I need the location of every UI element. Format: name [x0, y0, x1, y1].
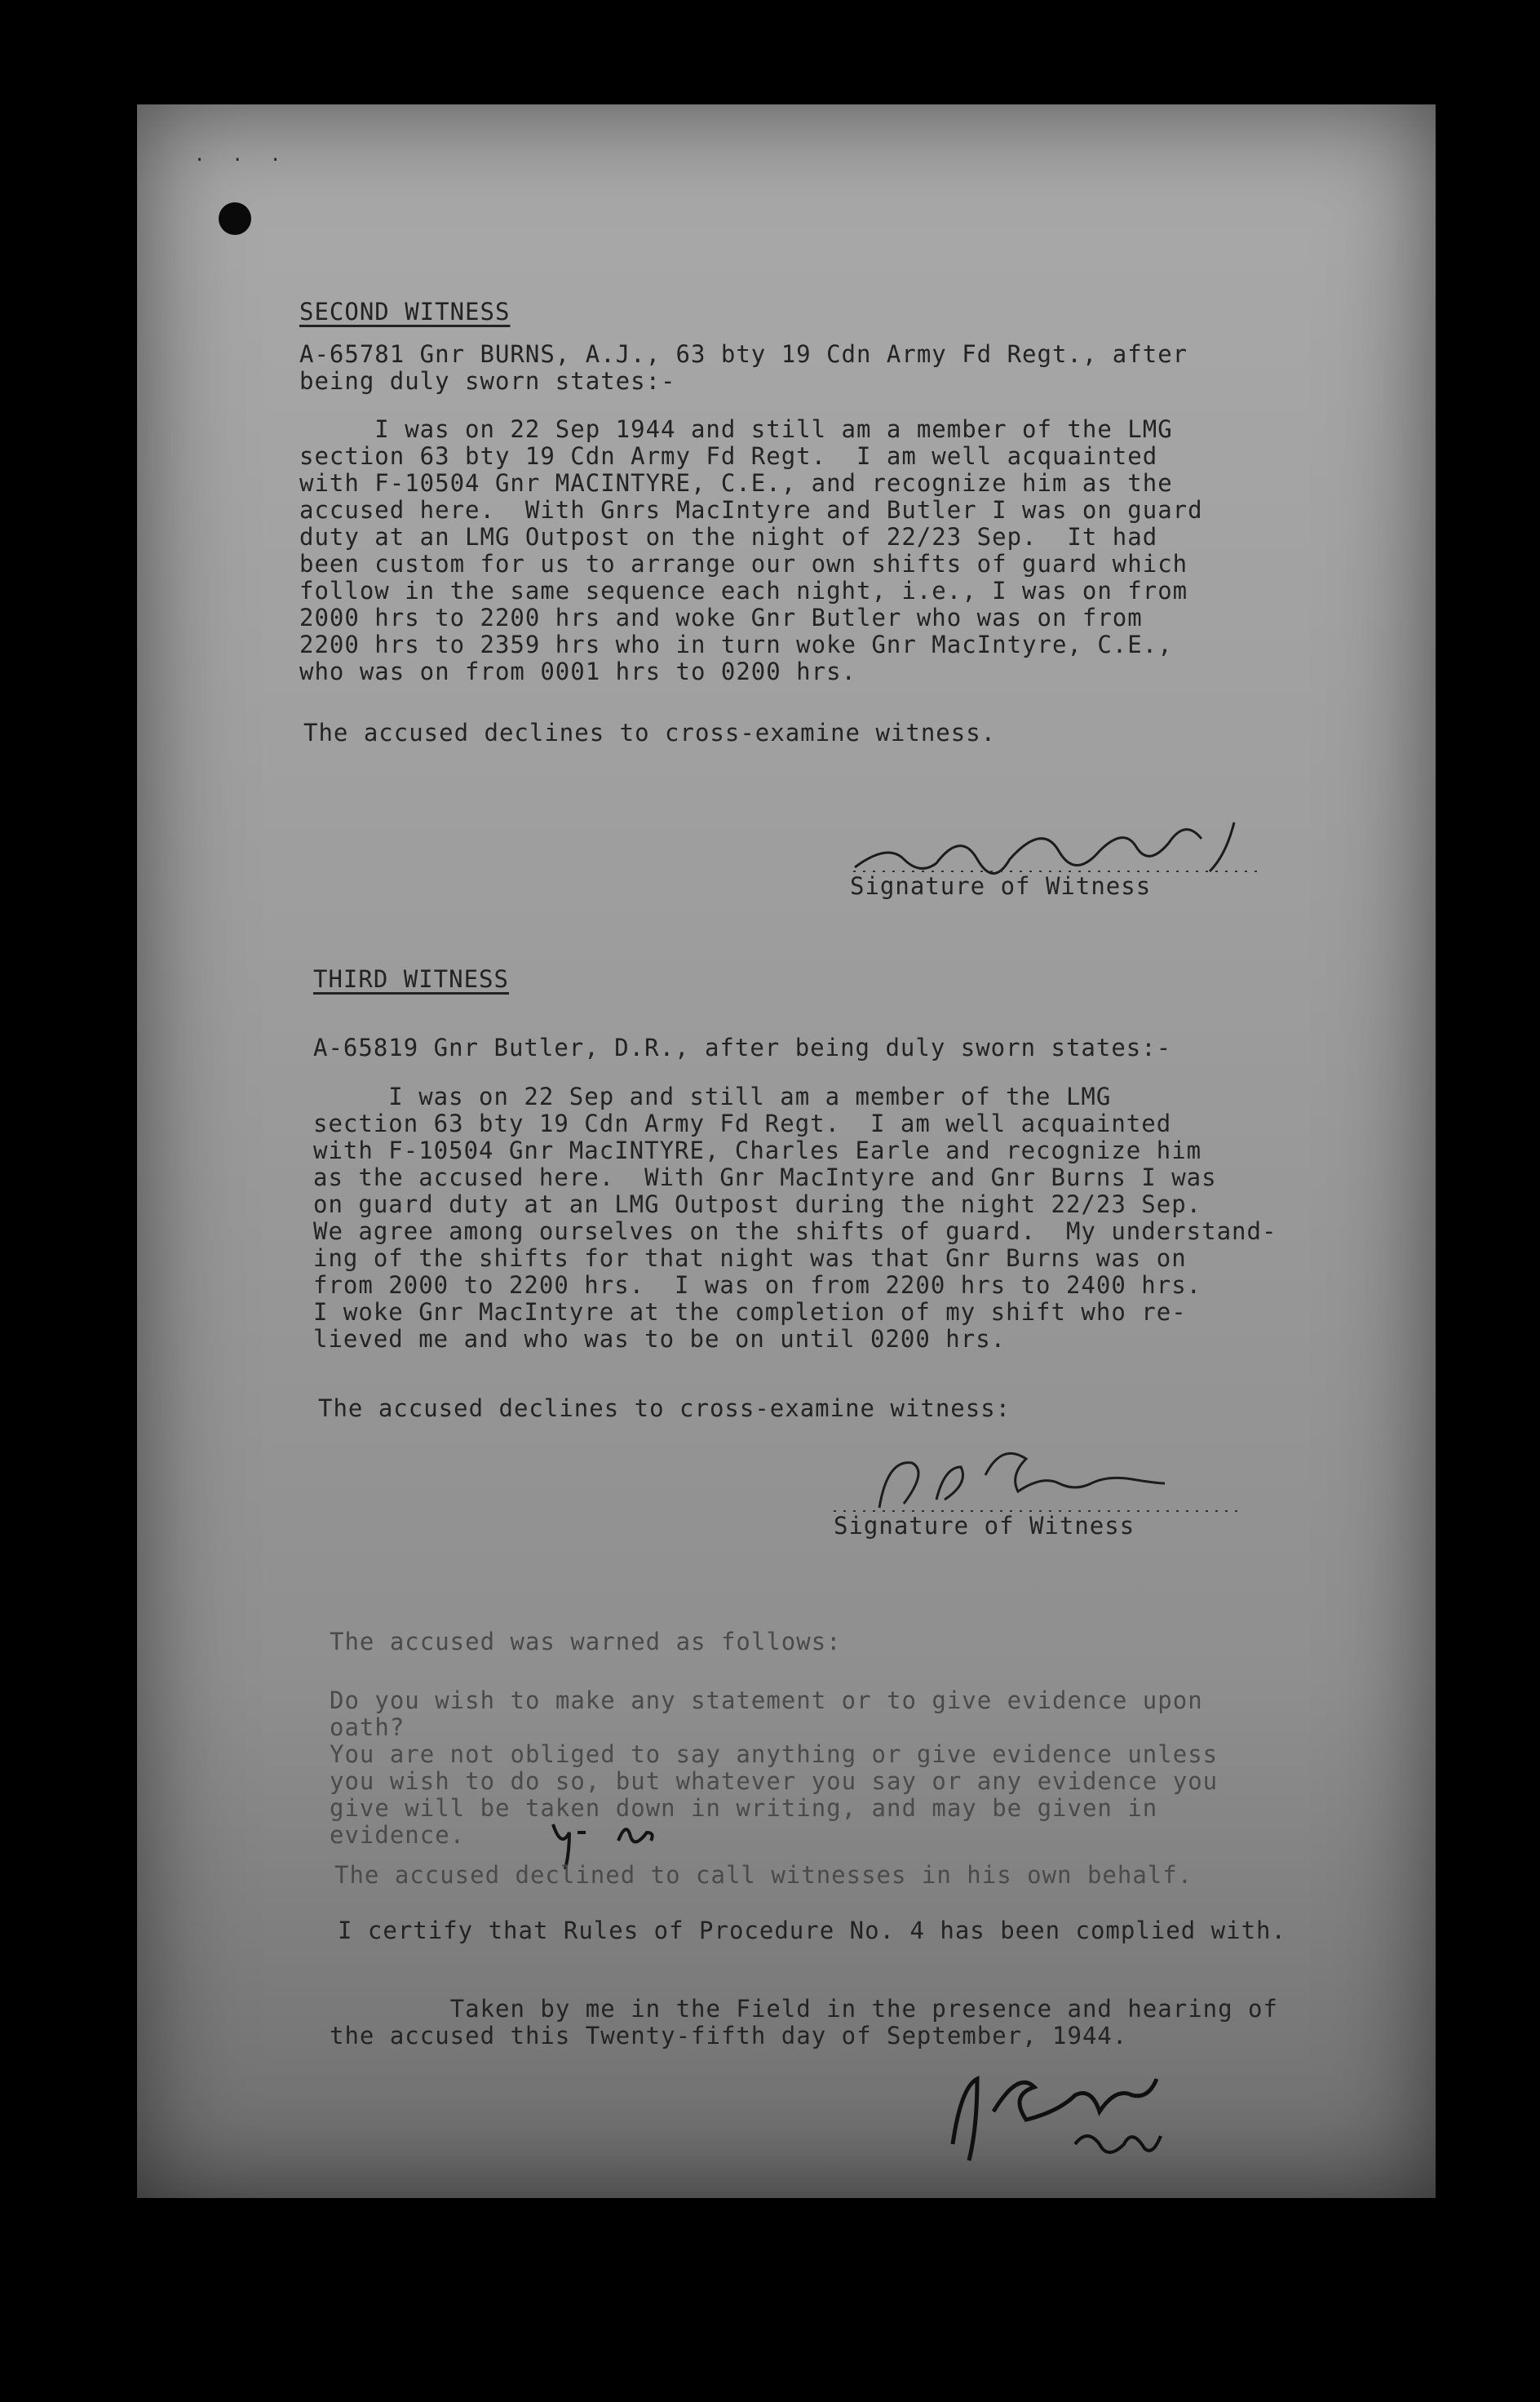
third-witness-intro: A-65819 Gnr Butler, D.R., after being duly sworn states:-: [313, 1034, 1172, 1061]
third-witness-signature-caption: Signature of Witness: [834, 1512, 1135, 1540]
punch-hole: [219, 202, 251, 235]
document-page: [137, 104, 1436, 2198]
second-witness-intro: A-65781 Gnr BURNS, A.J., 63 bty 19 Cdn Army Fd Regt., after being duly sworn states:-: [299, 340, 1188, 395]
paper-specks: · · ·: [194, 150, 290, 171]
second-witness-heading: SECOND WITNESS: [299, 298, 511, 326]
signature-officer: [936, 2054, 1230, 2180]
handwritten-answer-mark: [545, 1816, 675, 1865]
caution-question: Do you wish to make any statement or to give evidence upon oath? You are not obliged to say anything or give evidence unless you wish to do so, but whatever you say or any evidence you give will be taken down in writing, and may be given in evidence.: [330, 1686, 1219, 1849]
caution-certify: I certify that Rules of Procedure No. 4 has been complied with.: [338, 1917, 1286, 1944]
third-witness-declines: The accused declines to cross-examine witness:: [318, 1394, 1011, 1422]
second-witness-signature-caption: Signature of Witness: [850, 872, 1152, 900]
third-witness-statement: I was on 22 Sep and still am a member of the LMG section 63 bty 19 Cdn Army Fd Regt. I am well acquainted with F-10504 Gnr MacINTYRE, Charles Earle and recognize him as the accused here. With Gnr MacIntyre and Gnr Burns I was on guard duty at an LMG Outpost during the night 22/23 Sep. We agree among ourselves on the shifts of guard. My understand- ing of the shifts for that night was that Gnr Burns was on from 2000 to 2200 hrs. I was on from 2200 hrs to 2400 hrs. I woke Gnr MacIntyre at the completion of my shift who re- lieved me and who was to be on until 0200 hrs.: [313, 1083, 1277, 1353]
caution-warned: The accused was warned as follows:: [330, 1628, 842, 1655]
third-witness-heading: THIRD WITNESS: [313, 965, 509, 993]
caution-declined-witnesses: The accused declined to call witnesses in his own behalf.: [334, 1861, 1193, 1889]
caution-taken: Taken by me in the Field in the presence and hearing of the accused this Twenty-fifth day of September, 1944.: [330, 1995, 1278, 2050]
second-witness-declines: The accused declines to cross-examine witness.: [303, 719, 997, 747]
second-witness-statement: I was on 22 Sep 1944 and still am a member of the LMG section 63 bty 19 Cdn Army Fd Regt. I am well acquainted with F-10504 Gnr MACINTYRE, C.E., and recognize him as the accused here. With Gnrs MacIntyre and Butler I was on guard duty at an LMG Outpost on the night of 22/23 Sep. It had been custom for us to arrange our own shifts of guard which follow in the same sequence each night, i.e., I was on from 2000 hrs to 2200 hrs and woke Gnr Butler who was on from 2200 hrs to 2359 hrs who in turn woke Gnr MacIntyre, C.E., who was on from 0001 hrs to 0200 hrs.: [299, 415, 1203, 685]
signature-officer-mark: [936, 2054, 1230, 2177]
